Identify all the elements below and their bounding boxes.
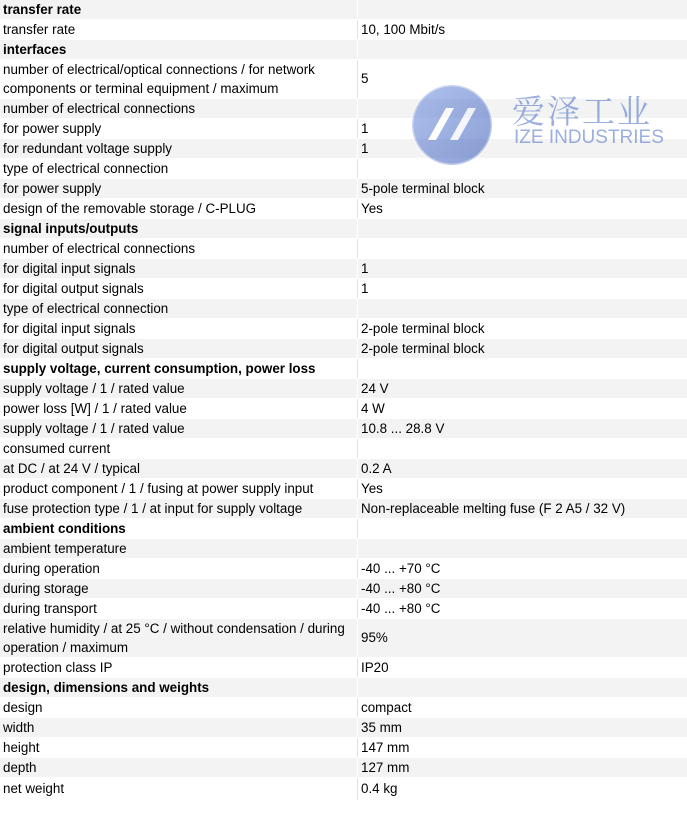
table-row [0, 559, 687, 579]
property-value: Yes [358, 199, 687, 219]
property-value: Non-replaceable melting fuse (F 2 A5 / 32 V) [358, 499, 687, 519]
property-value [358, 678, 687, 698]
table-row [0, 619, 687, 658]
section-header-row [0, 219, 687, 239]
property-value: -40 ... +80 °C [358, 579, 687, 599]
property-value [358, 239, 687, 259]
table-row [0, 778, 687, 801]
property-name: for digital input signals [0, 259, 358, 279]
property-name: number of electrical/optical connections / for network components or terminal equipment / maximum [0, 60, 358, 99]
property-value [358, 159, 687, 179]
table-row [0, 299, 687, 319]
table-row [0, 459, 687, 479]
table-row [0, 698, 687, 718]
property-value: 4 W [358, 399, 687, 419]
table-row [0, 179, 687, 199]
property-value: 0.2 A [358, 459, 687, 479]
property-value [358, 0, 687, 20]
property-name: net weight [0, 778, 358, 801]
section-title: design, dimensions and weights [0, 678, 358, 698]
property-name: height [0, 738, 358, 758]
property-value: 2-pole terminal block [358, 319, 687, 339]
property-value: 2-pole terminal block [358, 339, 687, 359]
property-name: design of the removable storage / C-PLUG [0, 199, 358, 219]
property-value: IP20 [358, 658, 687, 678]
table-row [0, 718, 687, 738]
property-name: number of electrical connections [0, 99, 358, 119]
property-name: product component / 1 / fusing at power supply input [0, 479, 358, 499]
table-row [0, 419, 687, 439]
property-value: 35 mm [358, 718, 687, 738]
table-row [0, 738, 687, 758]
table-row [0, 259, 687, 279]
table-row [0, 20, 687, 40]
property-value: 95% [358, 619, 687, 658]
property-name: type of electrical connection [0, 299, 358, 319]
property-value [358, 359, 687, 379]
property-value [358, 40, 687, 60]
watermark-chinese-text: 爱泽工业 [512, 92, 652, 131]
property-value [358, 99, 687, 119]
property-value: 1 [358, 279, 687, 299]
property-name: for digital input signals [0, 319, 358, 339]
property-name: design [0, 698, 358, 718]
table-row [0, 499, 687, 519]
property-value: 1 [358, 139, 687, 159]
property-name: during operation [0, 559, 358, 579]
property-name: for power supply [0, 119, 358, 139]
property-value [358, 219, 687, 239]
section-header-row [0, 0, 687, 20]
table-row [0, 60, 687, 99]
property-value [358, 539, 687, 559]
section-title: transfer rate [0, 0, 358, 20]
table-row [0, 199, 687, 219]
table-row [0, 99, 687, 119]
section-title: supply voltage, current consumption, power loss [0, 359, 358, 379]
property-value: 10, 100 Mbit/s [358, 20, 687, 40]
property-name: width [0, 718, 358, 738]
table-row [0, 599, 687, 619]
property-value: 1 [358, 119, 687, 139]
property-name: depth [0, 758, 358, 778]
table-row [0, 539, 687, 559]
section-title: interfaces [0, 40, 358, 60]
table-row [0, 279, 687, 299]
section-header-row [0, 678, 687, 698]
property-value: 1 [358, 259, 687, 279]
property-name: protection class IP [0, 658, 358, 678]
section-header-row [0, 359, 687, 379]
property-name: for power supply [0, 179, 358, 199]
watermark-english-text: IZE INDUSTRIES [514, 127, 664, 148]
property-name: for digital output signals [0, 279, 358, 299]
property-name: for digital output signals [0, 339, 358, 359]
section-title: ambient conditions [0, 519, 358, 539]
property-value: 10.8 ... 28.8 V [358, 419, 687, 439]
property-name: ambient temperature [0, 539, 358, 559]
property-name: supply voltage / 1 / rated value [0, 419, 358, 439]
property-name: during storage [0, 579, 358, 599]
property-value: 5 [358, 60, 687, 99]
property-value: -40 ... +80 °C [358, 599, 687, 619]
property-value: 5-pole terminal block [358, 179, 687, 199]
table-row [0, 239, 687, 259]
property-name: type of electrical connection [0, 159, 358, 179]
section-title: signal inputs/outputs [0, 219, 358, 239]
property-value [358, 519, 687, 539]
table-row [0, 159, 687, 179]
property-value: 147 mm [358, 738, 687, 758]
table-row [0, 658, 687, 678]
property-name: for redundant voltage supply [0, 139, 358, 159]
section-header-row [0, 40, 687, 60]
table-row [0, 479, 687, 499]
table-row [0, 139, 687, 159]
property-name: during transport [0, 599, 358, 619]
table-row [0, 439, 687, 459]
table-row [0, 399, 687, 419]
property-value: 24 V [358, 379, 687, 399]
table-row [0, 339, 687, 359]
property-name: fuse protection type / 1 / at input for supply voltage [0, 499, 358, 519]
section-header-row [0, 519, 687, 539]
property-value [358, 439, 687, 459]
table-row [0, 379, 687, 399]
property-value: 127 mm [358, 758, 687, 778]
property-name: supply voltage / 1 / rated value [0, 379, 358, 399]
property-name: consumed current [0, 439, 358, 459]
property-value: compact [358, 698, 687, 718]
table-row [0, 758, 687, 778]
property-name: transfer rate [0, 20, 358, 40]
property-value [358, 299, 687, 319]
property-name: at DC / at 24 V / typical [0, 459, 358, 479]
table-row [0, 579, 687, 599]
property-value: 0.4 kg [358, 778, 687, 801]
table-row [0, 319, 687, 339]
property-name: power loss [W] / 1 / rated value [0, 399, 358, 419]
property-name: relative humidity / at 25 °C / without condensation / during operation / maximum [0, 619, 358, 658]
property-value: -40 ... +70 °C [358, 559, 687, 579]
property-name: number of electrical connections [0, 239, 358, 259]
property-value: Yes [358, 479, 687, 499]
table-row [0, 119, 687, 139]
